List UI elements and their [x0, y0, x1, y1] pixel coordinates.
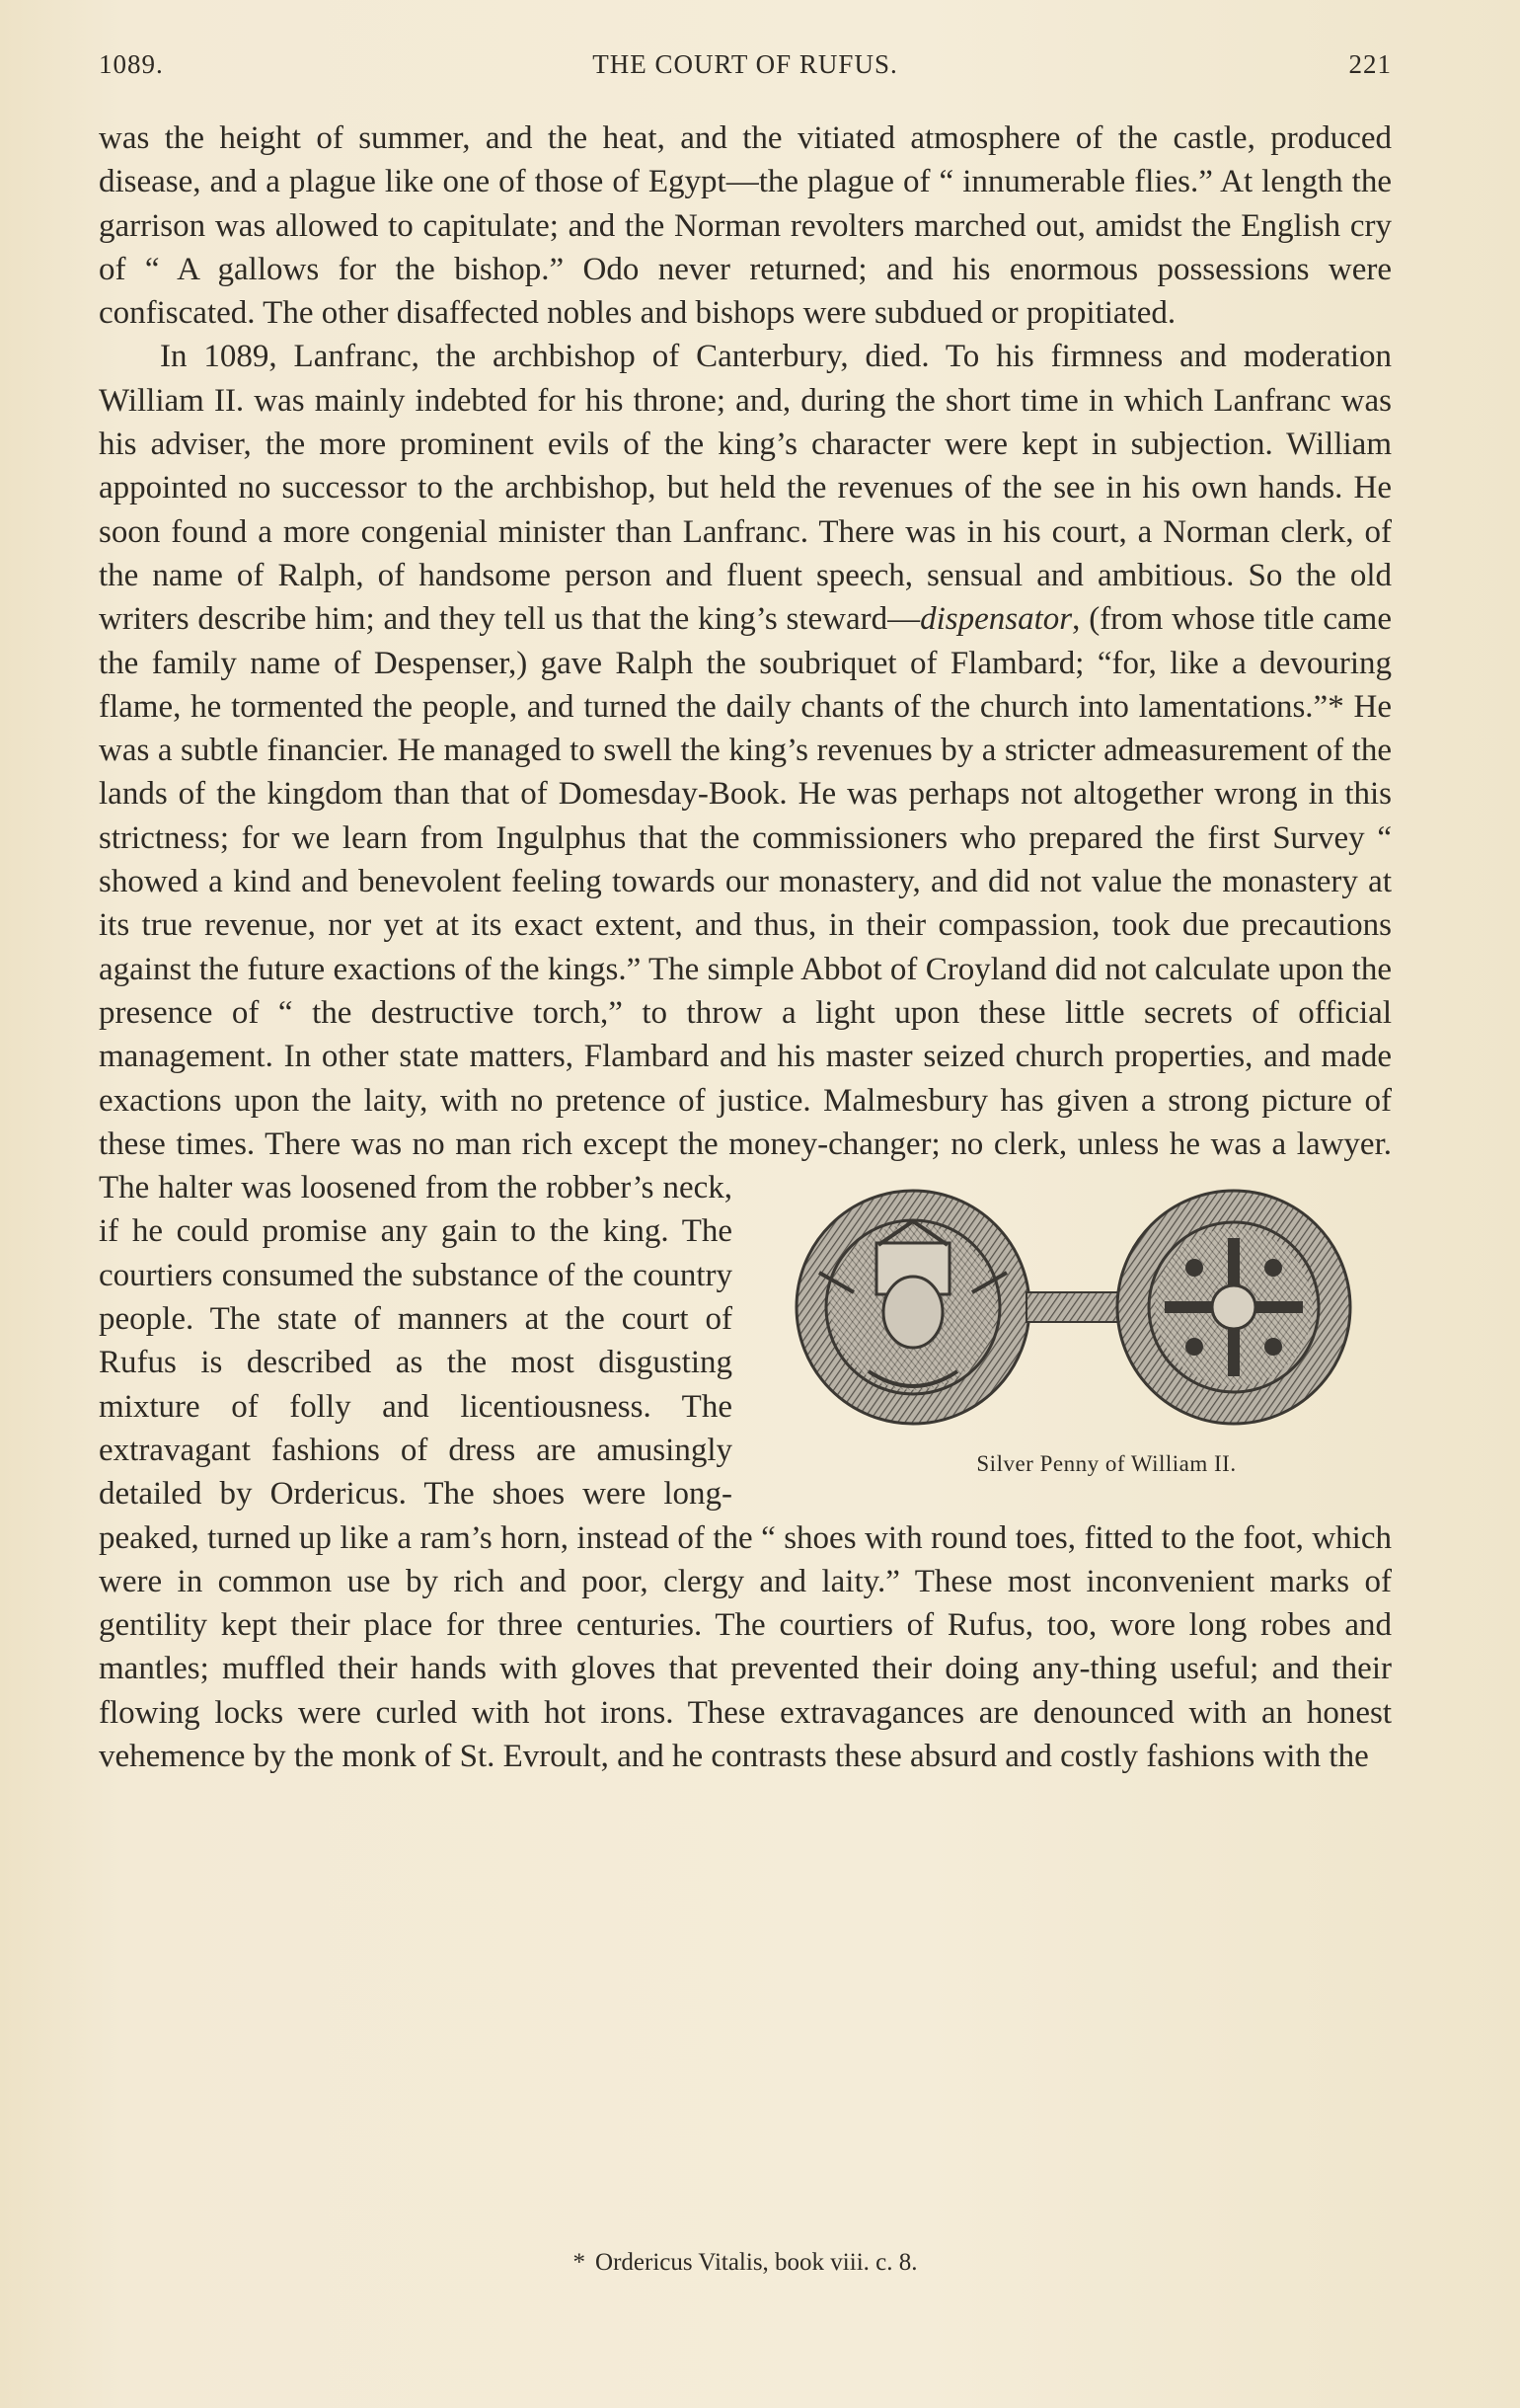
coin-reverse: [1117, 1191, 1350, 1424]
footnote-mark: *: [572, 2249, 586, 2276]
paragraph-2: [99, 335, 1392, 1778]
header-title: THE COURT OF RUFUS.: [592, 49, 898, 79]
paragraph-2-part-1: In 1089, Lanfranc, the archbishop of Canterbury, died. To his firmness and moderation William II. was mainly indebted for his throne; and, during the short time in which Lanfranc was his adviser, the more prominent evils of the king’s character were kept in subjection. William appointed no successor to the archbishop, but held the revenues of the see in his own hands. He soon found a more congenial minister than Lanfranc. There was in his court, a Norman clerk, of the name of Ralph, of handsome person and fluent speech, sensual and ambitious. So the old writers describe him; and they tell us that the king’s steward—: [99, 339, 1392, 638]
body-text: [99, 117, 1392, 1778]
footnote-text: Ordericus Vitalis, book viii. c. 8.: [595, 2249, 918, 2276]
coin-figure: [760, 1174, 1392, 1490]
page-number: 221: [1348, 49, 1392, 79]
coin-connector: [1026, 1292, 1121, 1322]
paragraph-1: was the height of summer, and the heat, and the vitiated atmosphere of the castle, produced disease, and a plague like one of those of Egypt—the plague of “ innumerable flies.” At length the garrison was allowed to capitulate; and the Norman revolters marched out, amidst the English cry of “ A gallows for the bishop.” Odo never returned; and his enormous possessions were confiscated. The other disaffected nobles and bishops were subdued or propitiated.: [99, 120, 1392, 332]
silver-penny-illustration: [760, 1174, 1392, 1440]
italic-term-dispensator: dispensator: [920, 601, 1073, 638]
coin-obverse: [797, 1191, 1029, 1424]
figure-caption: Silver Penny of William II.: [976, 1451, 1237, 1477]
running-header: [99, 49, 1392, 89]
footnote: [99, 2249, 1392, 2277]
header-year: 1089.: [99, 49, 164, 79]
paragraph-2-part-2: , (from whose title came the family name of Despenser,) gave Ralph the soubriquet of Flambard; “for, like a devouring flame, he tormented the people, and turned the daily chants of the church into lamentations.”* He was a subtle financier. He managed to swell the king’s revenues by a stricter admeasurement of the lands of the kingdom than that of Domesday-Book. He was perhaps not altogether wrong in this strictness; for we learn from Ingulphus that the commissioners who prepared the first Survey “ showed a kind and benevolent feeling towards our monastery, and did not value the monastery at its true revenue, nor yet at its exact extent, and thus, in their compassion, took due precautions against the future exactions of the kings.” The simple Abbot of Croyland did not calculate upon the presence of “ the destructive torch,” to throw a light upon these little secrets of official management. In other state matters, Flambard and his master seized church properties, and made exactions upon the laity, with no pretence of justice. Malmesbury has given a strong picture of these times. There was no man rich except the money-changer; no clerk, unless he was a lawyer.: [99, 601, 1392, 1162]
paragraph-2-part-3: The halter was loosened from the robber’s neck, if he could promise any gain to the king. The courtiers consumed the substance of the country people. The state of manners at the court of Rufus is described as the most disgusting mixture of folly and licentiousness. The extravagant fashions of dress are amusingly detailed by Ordericus. The shoes were long-peaked, turned up like a ram’s horn, instead of the “ shoes with round toes, fitted to the foot, which were in common use by rich and poor, clergy and laity.” These most inconvenient marks of gentility kept their place for three centuries. The courtiers of Rufus, too, wore long robes and mantles; muffled their hands with gloves that prevented their doing any-thing useful; and their flowing locks were curled with hot irons. These extravagances are denounced with an honest vehemence by the monk of St. Evroult, and he contrasts these absurd and costly fashions with the: [99, 1170, 1392, 1774]
